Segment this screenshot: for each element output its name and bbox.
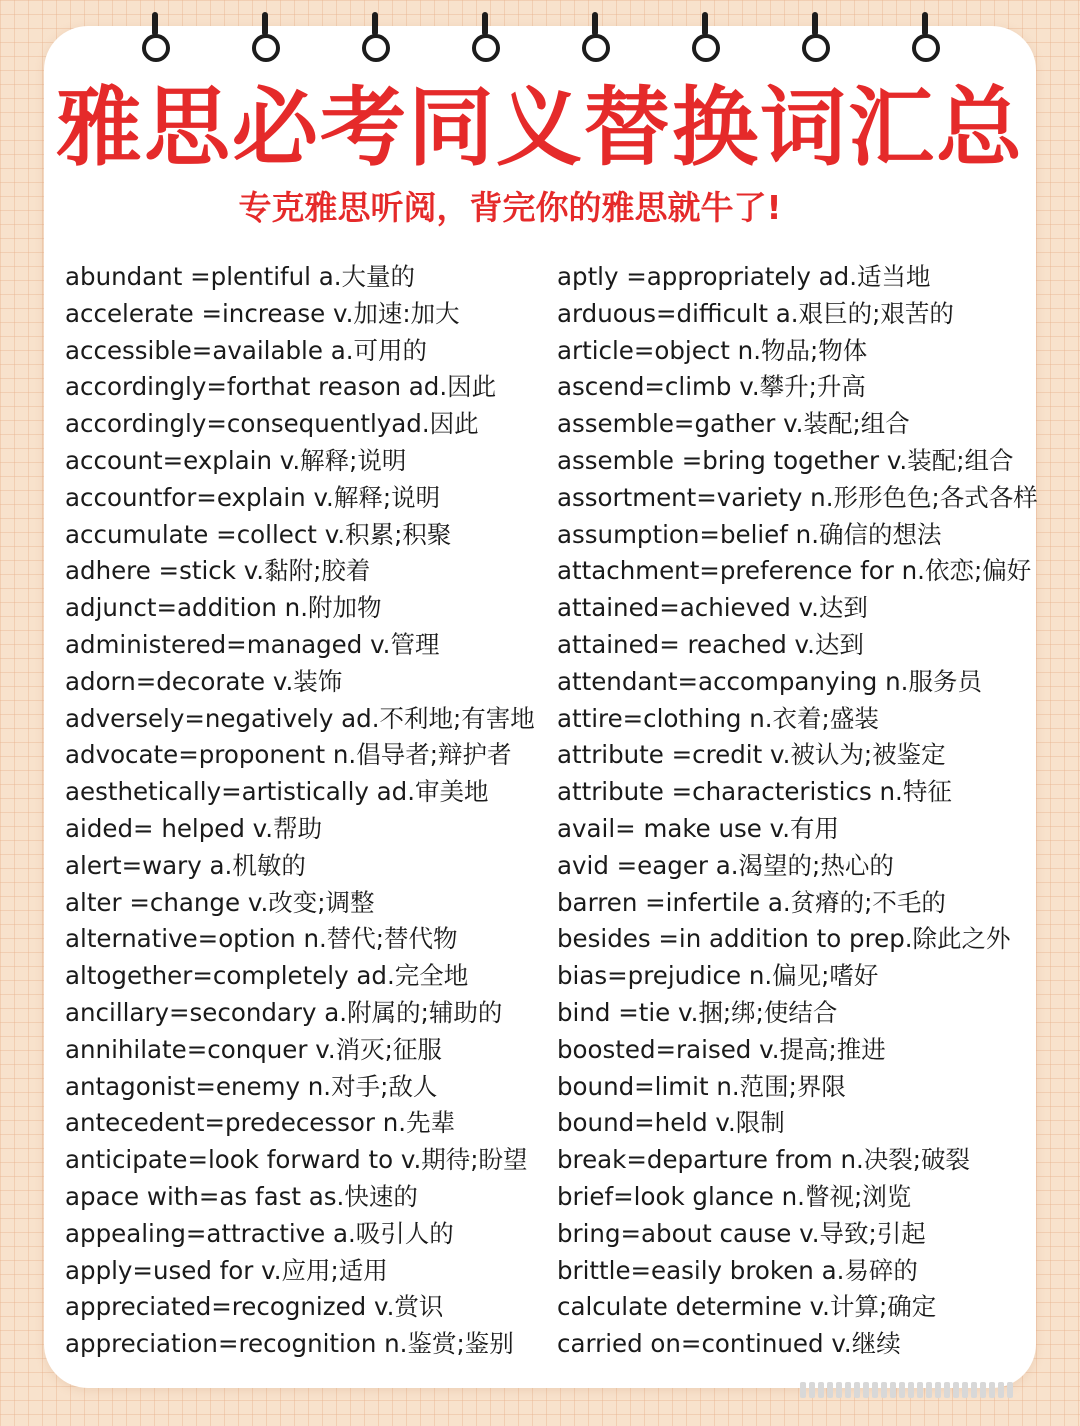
vocab-entry: anticipate=look forward to v.期待;盼望 (65, 1145, 528, 1175)
vocab-entry: besides =in addition to prep.除此之外 (557, 924, 1011, 954)
vocab-entry: accordingly=forthat reason ad.因此 (65, 372, 497, 402)
vocab-entry: break=departure from n.决裂;破裂 (557, 1145, 971, 1175)
vocab-entry: bind =tie v.捆;绑;使结合 (557, 997, 838, 1027)
page-title: 雅思必考同义替换词汇总 (56, 78, 1024, 178)
vocab-entry: adorn=decorate v.装饰 (65, 666, 343, 696)
vocab-entry: aptly =appropriately ad.适当地 (557, 262, 931, 291)
vocab-entry: ascend=climb v.攀升;升高 (557, 372, 866, 402)
ring-icon (690, 12, 720, 60)
vocab-entry: avail= make use v.有用 (557, 813, 840, 843)
vocab-entry: boosted=raised v.提高;推进 (557, 1034, 886, 1064)
vocab-entry: attendant=accompanying n.服务员 (557, 666, 982, 696)
vocab-entry: adjunct=addition n.附加物 (65, 593, 382, 623)
vocab-entry: brief=look glance n.瞥视;浏览 (557, 1181, 912, 1211)
vocab-entry: ancillary=secondary a.附属的;辅助的 (65, 997, 503, 1027)
ring-icon (580, 12, 610, 60)
vocab-entry: calculate determine v.计算;确定 (557, 1292, 937, 1322)
vocab-entry: bring=about cause v.导致;引起 (557, 1218, 926, 1248)
vocab-entry: appealing=attractive a.吸引人的 (65, 1218, 454, 1248)
watermark-bar (800, 1380, 1050, 1400)
vocab-entry: accelerate =increase v.加速:加大 (65, 298, 460, 328)
vocab-entry: abundant =plentiful a.大量的 (65, 262, 416, 291)
vocab-list-right (557, 259, 1047, 1363)
vocab-entry: antagonist=enemy n.对手;敌人 (65, 1071, 438, 1101)
vocab-entry: appreciated=recognized v.赏识 (65, 1292, 444, 1322)
vocab-entry: accessible=available a.可用的 (65, 335, 427, 365)
vocab-entry: carried on=continued v.继续 (557, 1329, 901, 1359)
ring-icon (360, 12, 390, 60)
vocab-entry: altogether=completely ad.完全地 (65, 961, 469, 991)
vocab-entry: apace with=as fast as.快速的 (65, 1181, 418, 1211)
vocab-entry: accountfor=explain v.解释;说明 (65, 482, 441, 512)
vocab-entry: aesthetically=artistically ad.审美地 (65, 777, 489, 807)
ring-icon (250, 12, 280, 60)
vocab-entry: alert=wary a.机敏的 (65, 850, 306, 880)
vocab-entry: brittle=easily broken a.易碎的 (557, 1255, 918, 1285)
vocab-entry: bias=prejudice n.偏见;嗜好 (557, 961, 879, 991)
vocab-entry: attained=achieved v.达到 (557, 593, 868, 623)
vocab-entry: advocate=proponent n.倡导者;辩护者 (65, 740, 512, 770)
ring-icon (140, 12, 170, 60)
vocab-entry: attribute =credit v.被认为;被鉴定 (557, 740, 946, 770)
vocab-entry: apply=used for v.应用;适用 (65, 1255, 388, 1285)
vocab-entry: avid =eager a.渴望的;热心的 (557, 850, 894, 880)
vocab-entry: assemble =bring together v.装配;组合 (557, 445, 1014, 475)
vocab-entry: arduous=difficult a.艰巨的;艰苦的 (557, 298, 954, 328)
vocab-entry: annihilate=conquer v.消灭;征服 (65, 1034, 442, 1064)
vocab-list-left (65, 259, 555, 1363)
vocab-entry: article=object n.物品;物体 (557, 335, 868, 365)
vocab-entry: bound=held v.限制 (557, 1108, 785, 1138)
vocab-entry: alter =change v.改变;调整 (65, 887, 375, 917)
vocab-entry: accumulate =collect v.积累;积聚 (65, 519, 452, 549)
vocab-entry: appreciation=recognition n.鉴赏;鉴别 (65, 1329, 514, 1359)
vocab-entry: account=explain v.解释;说明 (65, 445, 407, 475)
vocab-entry: barren =infertile a.贫瘠的;不毛的 (557, 887, 946, 917)
vocab-entry: adversely=negatively ad.不利地;有害地 (65, 703, 535, 733)
vocab-entry: assemble=gather v.装配;组合 (557, 409, 910, 439)
vocab-entry: attire=clothing n.衣着;盛装 (557, 703, 879, 733)
vocab-entry: bound=limit n.范围;界限 (557, 1071, 846, 1101)
vocab-entry: accordingly=consequentlyad.因此 (65, 409, 479, 439)
ring-icon (800, 12, 830, 60)
vocab-entry: antecedent=predecessor n.先辈 (65, 1108, 456, 1138)
page-subtitle: 专克雅思听阅，背完你的雅思就牛了! (238, 188, 782, 227)
vocab-entry: assumption=belief n.确信的想法 (557, 519, 942, 549)
vocab-entry: administered=managed v.管理 (65, 629, 440, 659)
vocab-entry: attribute =characteristics n.特征 (557, 777, 952, 807)
ring-icon (910, 12, 940, 60)
vocab-entry: adhere =stick v.黏附;胶着 (65, 556, 371, 586)
vocab-entry: assortment=variety n.形形色色;各式各样 (557, 482, 1038, 512)
vocab-entry: alternative=option n.替代;替代物 (65, 924, 458, 954)
vocab-entry: attained= reached v.达到 (557, 629, 864, 659)
ring-icon (470, 12, 500, 60)
vocab-entry: aided= helped v.帮助 (65, 813, 323, 843)
vocab-entry: attachment=preference for n.依恋;偏好 (557, 556, 1032, 586)
